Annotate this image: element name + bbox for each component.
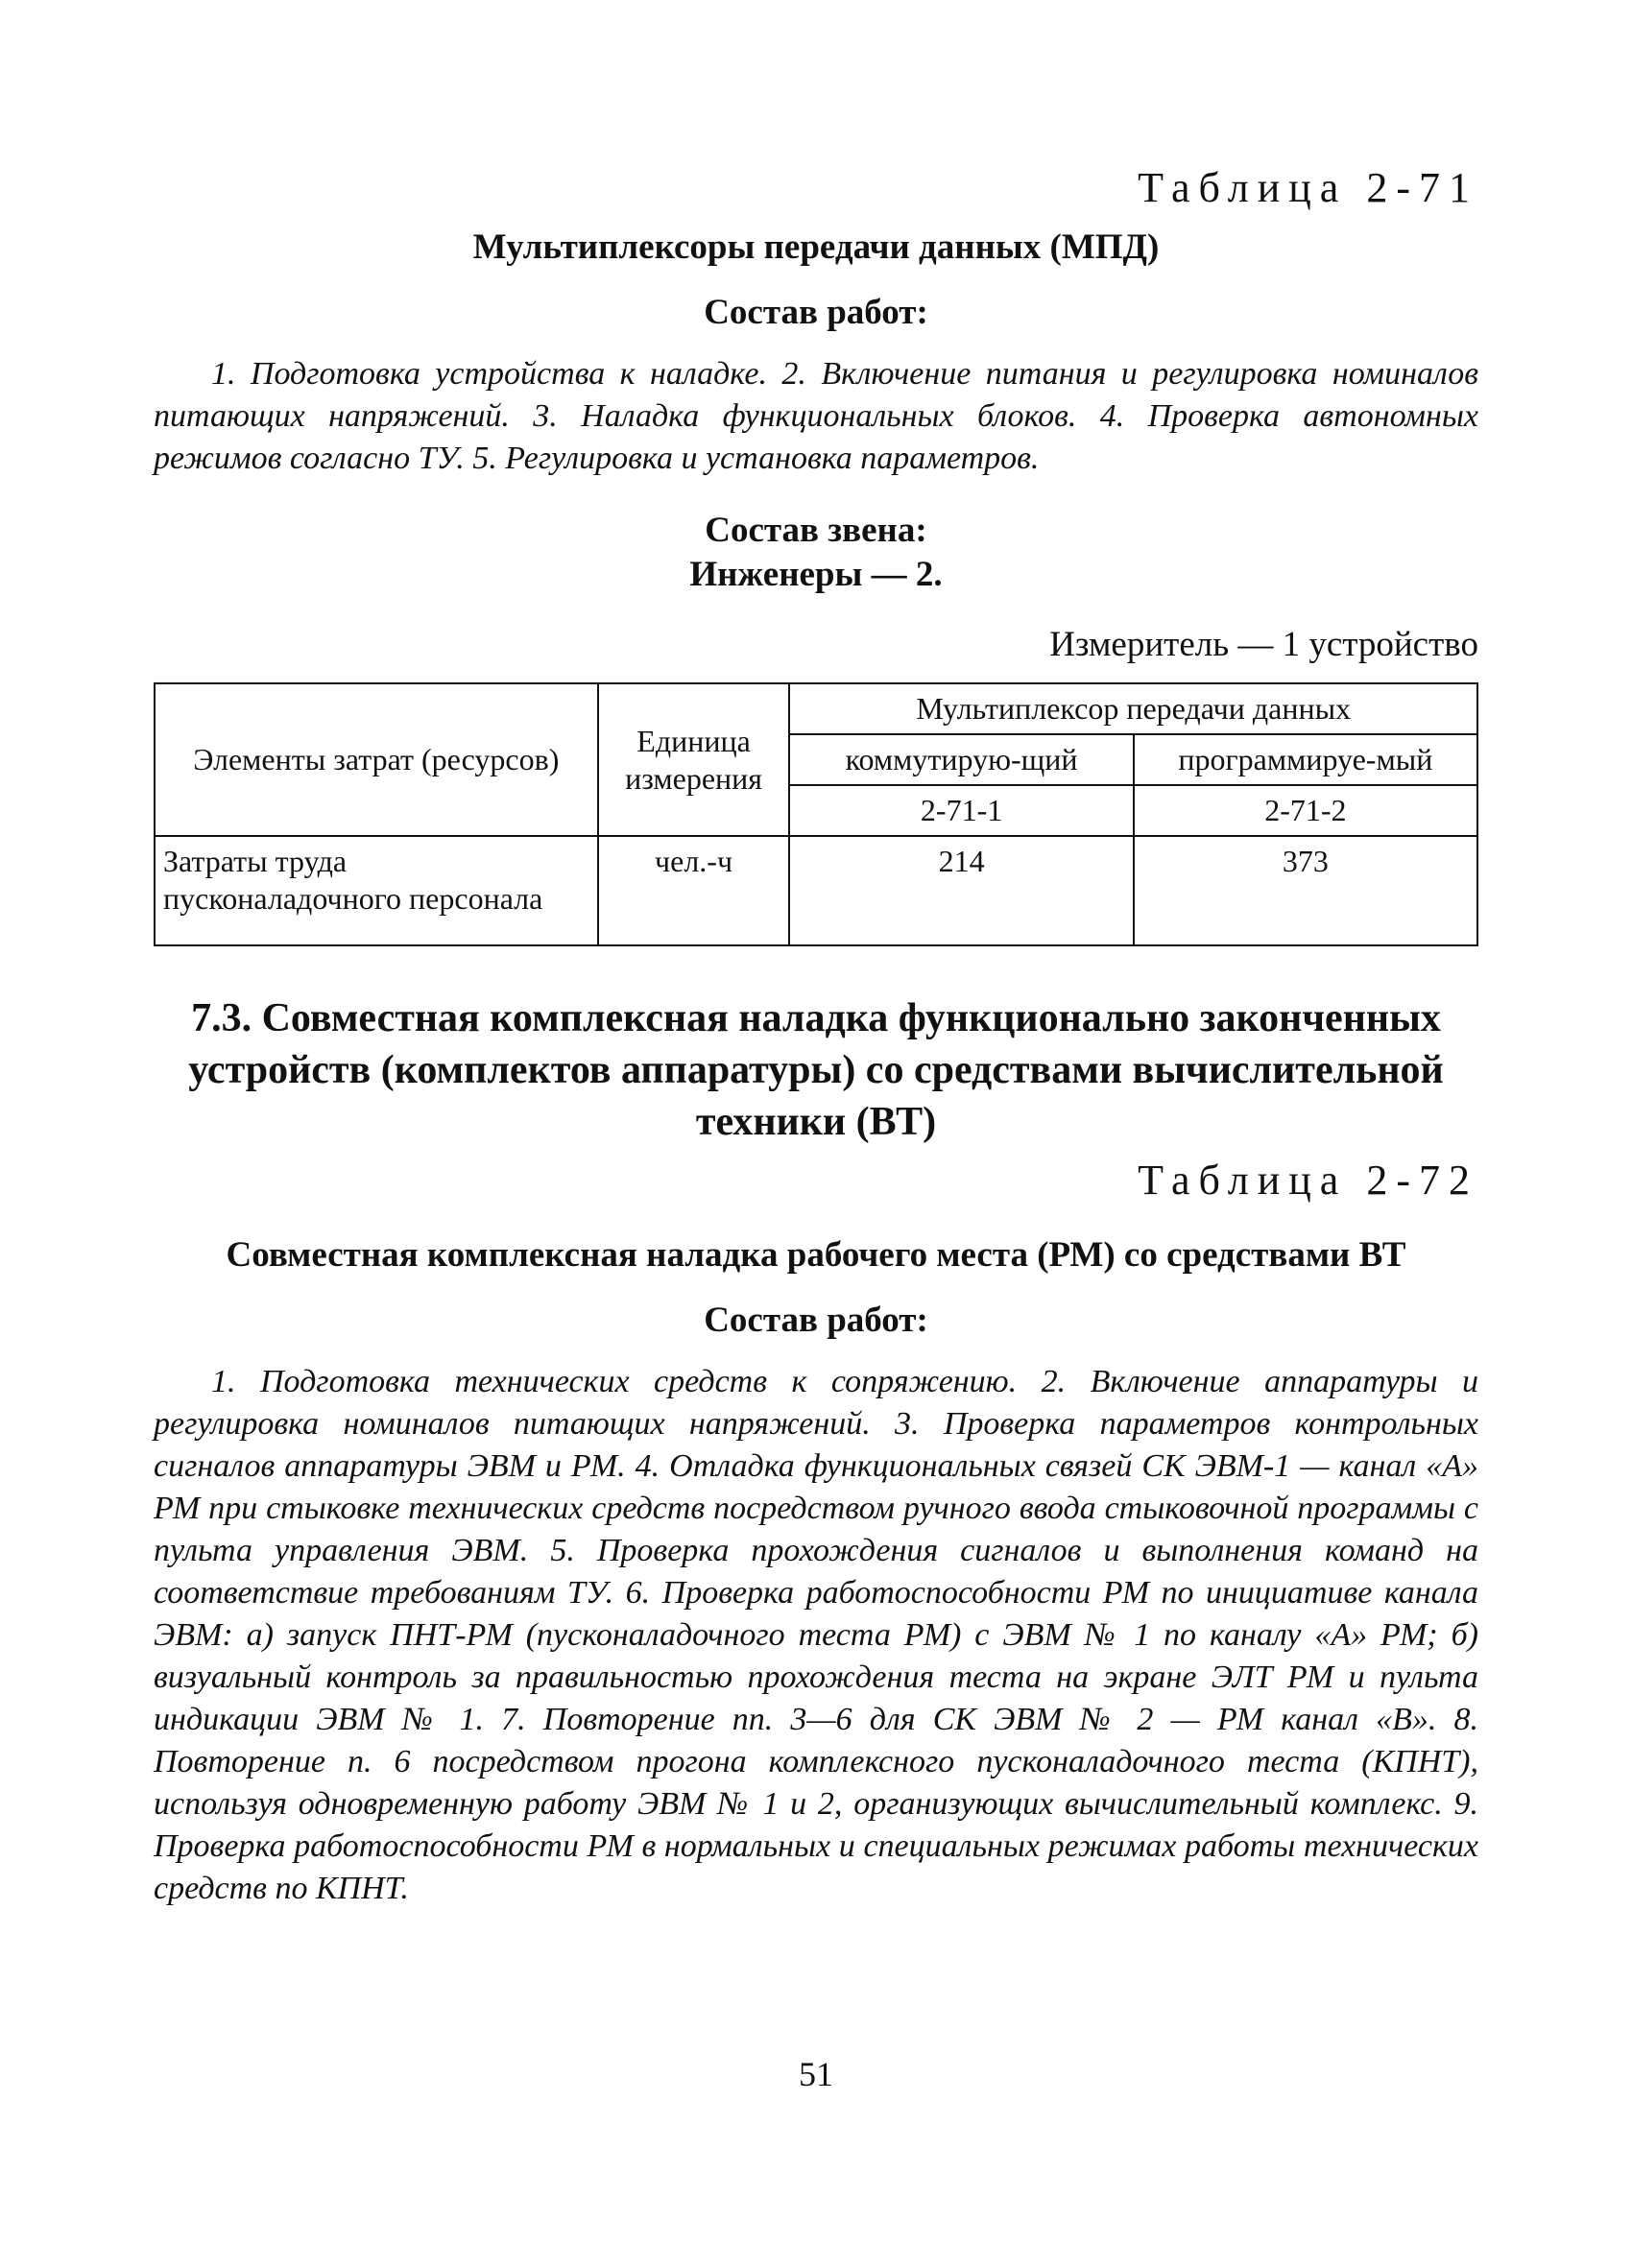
- measure-unit: Измеритель — 1 устройство: [1049, 625, 1478, 664]
- code-2-71-2: 2-71-2: [1134, 785, 1477, 836]
- row-value-2: 373: [1134, 836, 1477, 945]
- row-label: Затраты труда пусконаладочного персонала: [155, 836, 598, 945]
- table-2-72-title: Совместная комплексная наладка рабочего места (РМ) со средствами ВТ: [226, 1235, 1406, 1276]
- section-heading: 7.3. Совместная комплексная наладка функционально законченных устройств (комплектов аппаратуры) со средствами вычислительной техники (ВТ): [188, 996, 1444, 1145]
- header-programmable: программируе-мый: [1134, 734, 1477, 785]
- page-number: 51: [799, 2055, 833, 2093]
- work-composition-heading: Состав работ:: [704, 293, 928, 333]
- crew-text: Инженеры — 2.: [689, 554, 943, 594]
- table-row: [155, 836, 1477, 945]
- resource-table: [154, 682, 1478, 946]
- table-2-71-title: Мультиплексоры передачи данных (МПД): [472, 227, 1160, 267]
- row-value-1: 214: [789, 836, 1133, 945]
- header-switching: коммутирую-щий: [789, 734, 1133, 785]
- row-unit: чел.-ч: [598, 836, 790, 945]
- code-2-71-1: 2-71-1: [789, 785, 1133, 836]
- header-group: Мультиплексор передачи данных: [789, 683, 1477, 734]
- table-2-72-label: Таблица 2-72: [1138, 1157, 1478, 1205]
- header-elements: Элементы затрат (ресурсов): [155, 683, 598, 836]
- work-composition-heading-2: Состав работ:: [704, 1301, 928, 1341]
- header-unit: Единица измерения: [598, 683, 790, 836]
- work-composition-text-2: 1. Подготовка технических средств к сопряжению. 2. Включение аппаратуры и регулировка номиналов питающих напряжений. 3. Проверка параметров контрольных сигналов аппаратуры ЭВМ и РМ. 4. Отладка функциональных связей СК ЭВМ-1 — канал «А» РМ при стыковке технических средств посредством ручного ввода стыковочной программы с пульта управления ЭВМ. 5. Проверка прохождения сигналов и выполнения команд на соответствие требованиям ТУ. 6. Проверка работоспособности РМ по инициативе канала ЭВМ: а) запуск ПНТ-РМ (пусконаладочного теста РМ) с ЭВМ № 1 по каналу «А» РМ; б) визуальный контроль за правильностью прохождения теста на экране ЭЛТ РМ и пульта индикации ЭВМ № 1. 7. Повторение пп. 3—6 для СК ЭВМ № 2 — РМ канал «В». 8. Повторение п. 6 посредством прогона комплексного пусконаладочного теста (КПНТ), используя одновременную работу ЭВМ № 1 и 2, организующих вычислительный комплекс. 9. Проверка работоспособности РМ в нормальных и специальных режимах работы технических средств по КПНТ.: [154, 1363, 1478, 1906]
- table-2-71-label: Таблица 2-71: [1138, 164, 1478, 211]
- work-composition-text: 1. Подготовка устройства к наладке. 2. Включение питания и регулировка номиналов питающих напряжений. 3. Наладка функциональных блоков. 4. Проверка автономных режимов согласно ТУ. 5. Регулировка и установка параметров.: [154, 355, 1478, 476]
- crew-heading: Состав звена:: [705, 510, 927, 550]
